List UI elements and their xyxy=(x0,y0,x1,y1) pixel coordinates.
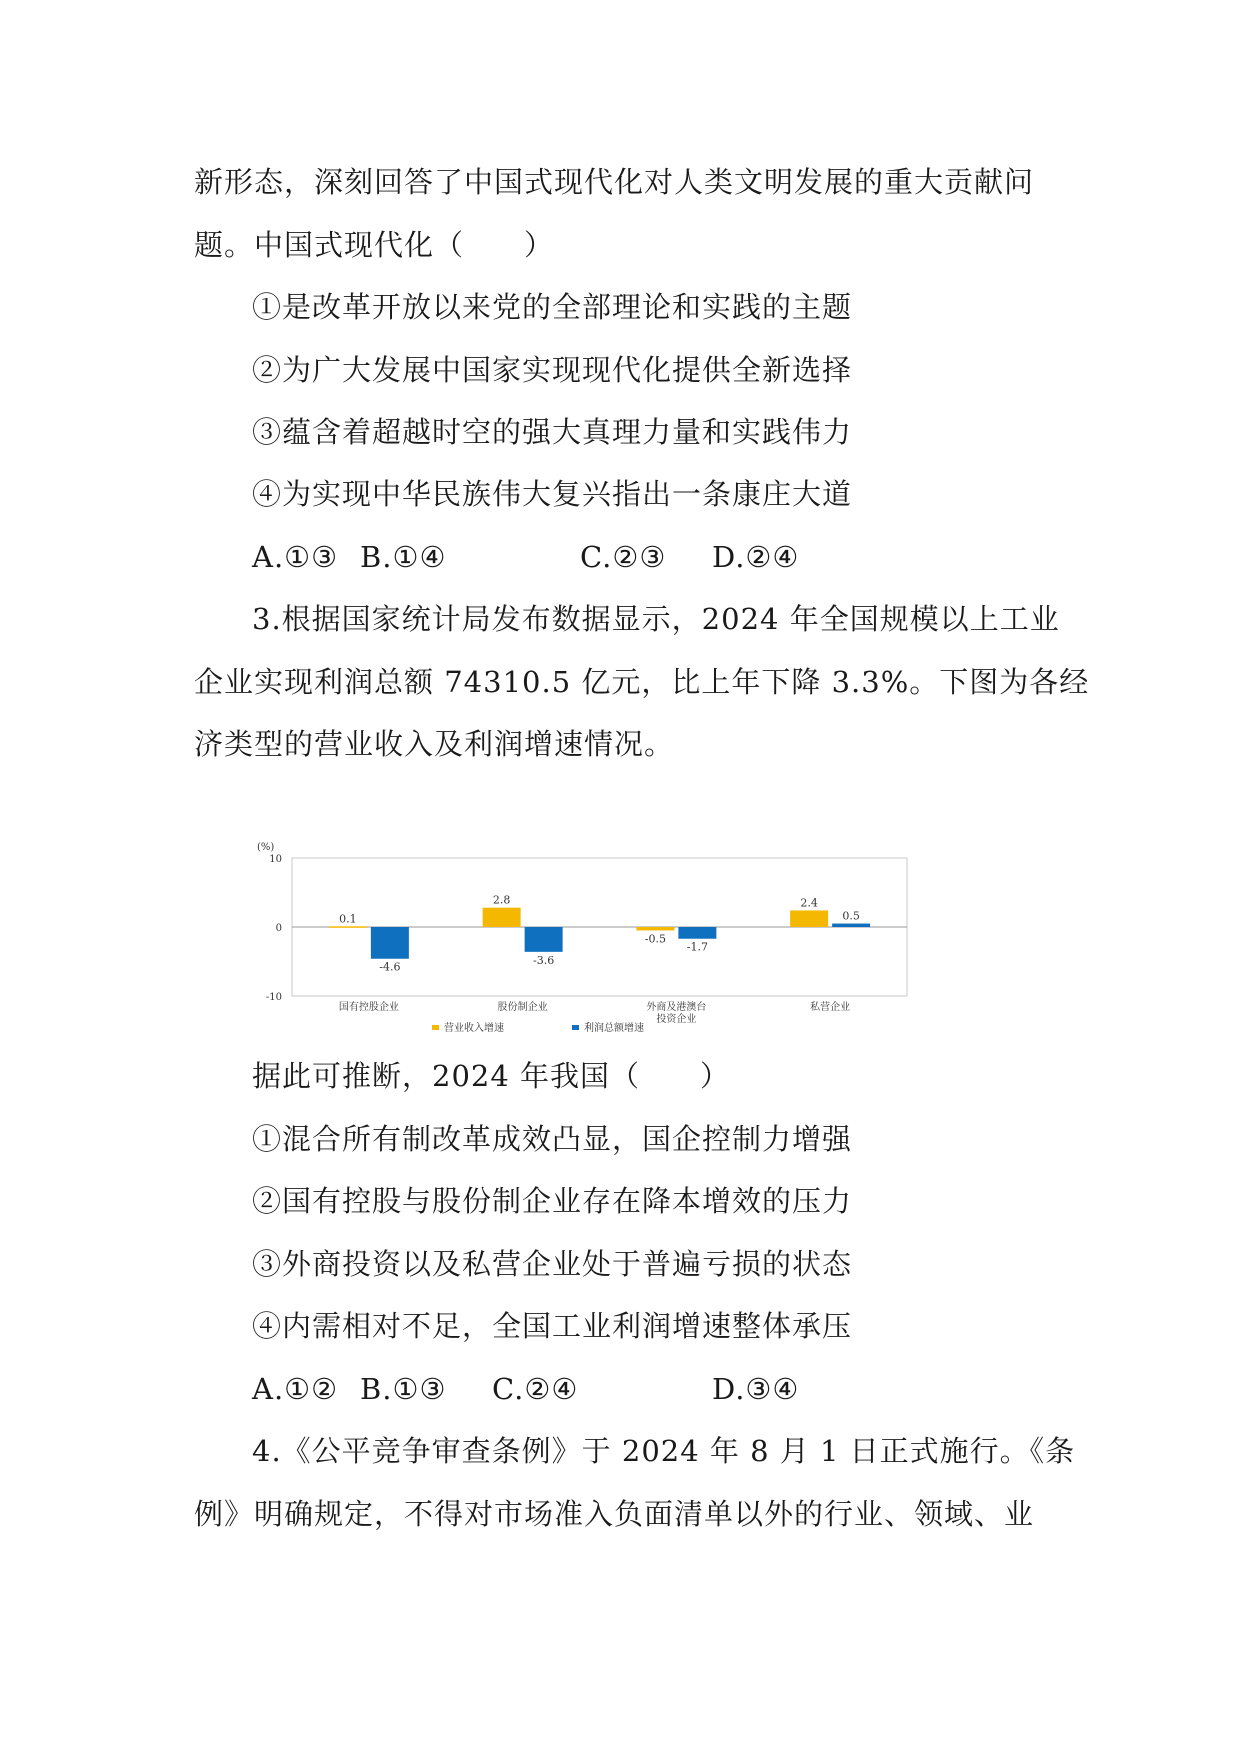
data-label: -3.6 xyxy=(533,953,555,967)
bar-chart xyxy=(252,838,912,1038)
legend-label: 营业收入增速 xyxy=(444,1023,504,1034)
q2-option-b[interactable]: B.①④ xyxy=(360,540,447,574)
x-tick-label: 私营企业 xyxy=(810,1002,851,1013)
q2-statement-3: ③蕴含着超越时空的强大真理力量和实践伟力 xyxy=(252,415,853,449)
q2-statement-4: ④为实现中华民族伟大复兴指出一条康庄大道 xyxy=(252,477,853,511)
bar-revenue xyxy=(636,927,674,930)
q2-option-a[interactable]: A.①③ xyxy=(252,540,339,574)
bar-profit xyxy=(371,927,409,959)
q3-option-a[interactable]: A.①② xyxy=(252,1372,339,1406)
bar-revenue xyxy=(483,908,521,927)
q3-stem-line3: 济类型的营业收入及利润增速情况。 xyxy=(194,727,675,761)
q2-option-c[interactable]: C.②③ xyxy=(580,540,667,574)
q3-statement-2: ②国有控股与股份制企业存在降本增效的压力 xyxy=(252,1184,853,1218)
x-tick-label: 投资企业 xyxy=(656,1014,697,1025)
data-label: 2.4 xyxy=(800,896,818,910)
data-label: -0.5 xyxy=(644,932,666,946)
q2-statement-1: ①是改革开放以来党的全部理论和实践的主题 xyxy=(252,290,853,324)
q4-stem-line1: 4.《公平竞争审查条例》于 2024 年 8 月 1 日正式施行。《条 xyxy=(252,1434,1076,1468)
y-tick-label: -10 xyxy=(265,992,282,1003)
q3-statement-3: ③外商投资以及私营企业处于普遍亏损的状态 xyxy=(252,1247,853,1281)
q2-stem-line1: 新形态，深刻回答了中国式现代化对人类文明发展的重大贡献问 xyxy=(194,165,1035,199)
q3-statement-4: ④内需相对不足，全国工业利润增速整体承压 xyxy=(252,1309,853,1343)
q3-stem-line2: 企业实现利润总额 74310.5 亿元，比上年下降 3.3%。下图为各经 xyxy=(194,665,1090,699)
x-tick-label: 股份制企业 xyxy=(497,1002,548,1013)
bar-revenue xyxy=(329,926,367,928)
bar-profit xyxy=(525,927,563,952)
q3-question: 据此可推断，2024 年我国（ ） xyxy=(252,1059,731,1093)
y-tick-label: 0 xyxy=(275,923,282,934)
data-label: 2.8 xyxy=(492,893,511,907)
q3-option-d[interactable]: D.③④ xyxy=(712,1372,800,1406)
x-tick-label: 国有控股企业 xyxy=(338,1002,399,1013)
y-tick-label: 10 xyxy=(269,854,282,865)
data-label: 0.5 xyxy=(842,909,860,923)
q2-statement-2: ②为广大发展中国家实现现代化提供全新选择 xyxy=(252,353,853,387)
q2-option-d[interactable]: D.②④ xyxy=(712,540,800,574)
q3-statement-1: ①混合所有制改革成效凸显，国企控制力增强 xyxy=(252,1122,853,1156)
q3-stem-line1: 3.根据国家统计局发布数据显示，2024 年全国规模以上工业 xyxy=(252,602,1060,636)
y-unit-label: (%) xyxy=(257,842,275,853)
legend-swatch xyxy=(572,1025,579,1030)
legend-swatch xyxy=(432,1025,439,1030)
x-tick-label: 外商及港澳台 xyxy=(646,1002,707,1013)
bar-revenue xyxy=(790,910,828,927)
data-label: -4.6 xyxy=(379,960,401,974)
q4-stem-line2: 例》明确规定，不得对市场准入负面清单以外的行业、领域、业 xyxy=(194,1497,1035,1531)
legend-label: 利润总额增速 xyxy=(584,1023,644,1034)
data-label: 0.1 xyxy=(339,912,357,926)
bar-profit xyxy=(678,927,716,939)
data-label: -1.7 xyxy=(686,940,708,954)
q3-option-c[interactable]: C.②④ xyxy=(492,1372,579,1406)
q2-stem-line2: 题。中国式现代化（ ） xyxy=(194,228,555,262)
q3-option-b[interactable]: B.①③ xyxy=(360,1372,447,1406)
bar-profit xyxy=(832,924,870,927)
